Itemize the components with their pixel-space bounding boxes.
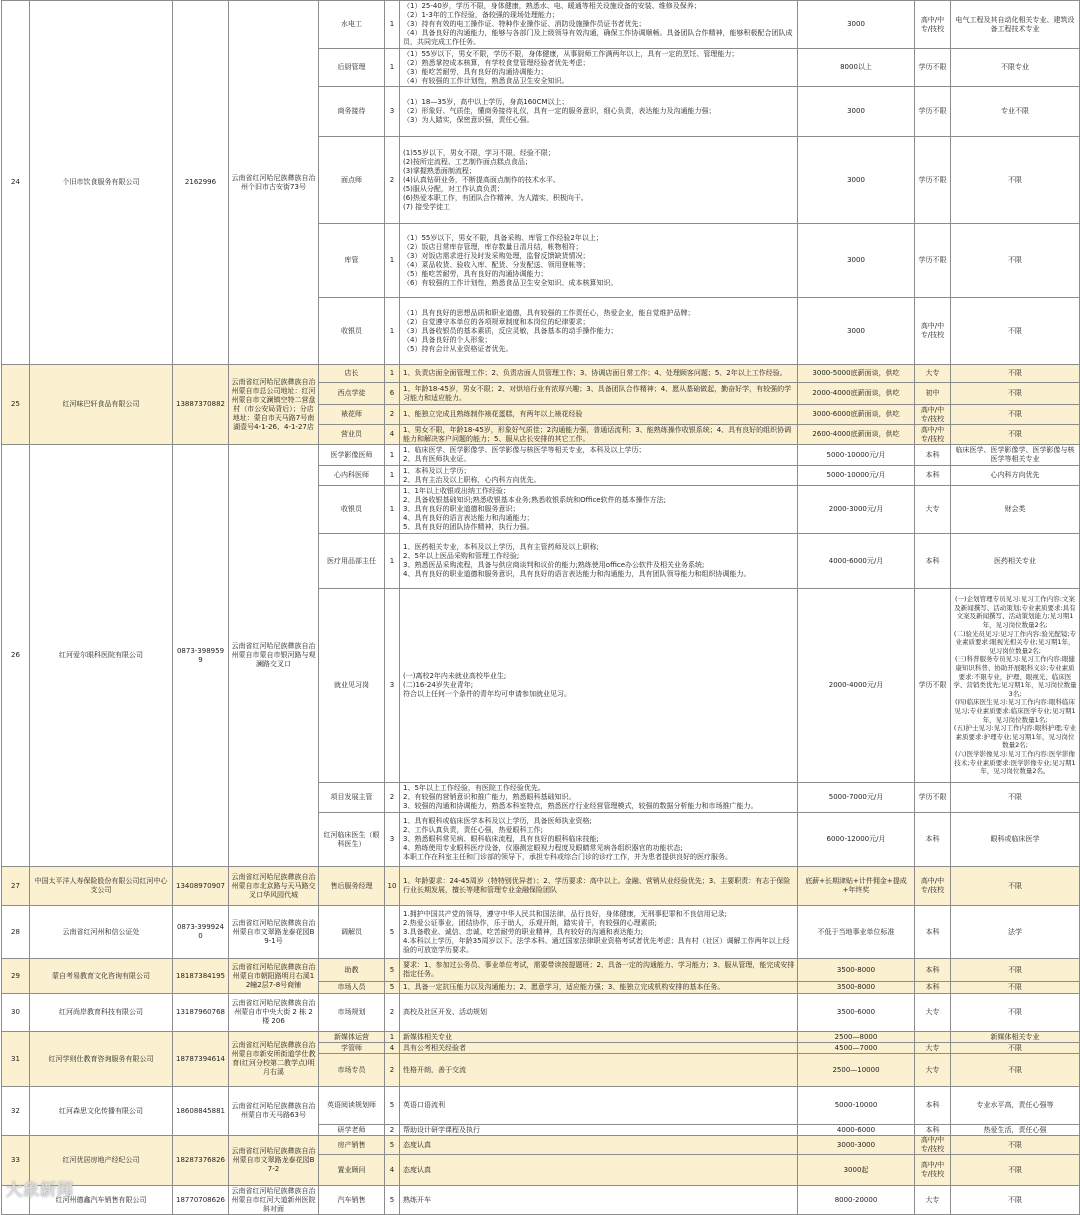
job-major: 眼科或临床医学 <box>951 813 1080 867</box>
job-major: 不限 <box>951 1043 1080 1054</box>
company-name: 红河优居房地产经纪公司 <box>30 1136 173 1186</box>
company-name: 云南省红河州和信公证处 <box>30 906 173 959</box>
job-count: 1 <box>385 1032 400 1043</box>
job-salary: 4000-6000元/月 <box>798 534 915 589</box>
job-education: 大专 <box>915 365 951 383</box>
job-count: 1 <box>385 49 400 87</box>
job-major: 不限 <box>951 137 1080 224</box>
job-requirements: 要求：1、参加过公务员、事业单位考试，需要带读按提题班；2、具备一定的沟通能力、学习能力；3、服从管理，能完成安排指定任务。 <box>400 959 798 982</box>
company-address: 云南省红河哈尼族彝族自治州蒙自市文翠路龙泰花园B7-2 <box>229 1136 319 1186</box>
job-major: 不限专业 <box>951 49 1080 87</box>
job-salary: 4000-6000 <box>798 1125 915 1136</box>
job-title: 市场规划 <box>319 994 385 1032</box>
company-address: 云南省红河哈尼族彝族自治州蒙自市总公司地址：红河州蒙自市文澜镇空特二营盘村（市公安局背后）；分店地址：蒙自市天马路7号南湖壹号4-1-26、4-1-27店 <box>229 365 319 445</box>
job-requirements: 1、负责店面全面管理工作；2、负责店面人员管理工作；3、协调店面日常工作；4、处理顾客问题；5、2年以上工作经验。 <box>400 365 798 383</box>
watermark-logo: 大象新闻 <box>6 1180 75 1199</box>
company-address: 云南省红河哈尼族彝族自治州蒙自市新安所街道学仕教育(红河分校第二教学点)明月右溪 <box>229 1032 319 1087</box>
job-major: 不限 <box>951 783 1080 813</box>
job-education: 大专 <box>915 486 951 534</box>
job-education: 本科 <box>915 959 951 982</box>
company-phone: 2162996 <box>173 1 229 365</box>
company-no: 32 <box>2 1087 30 1136</box>
job-requirements: 态度认真 <box>400 1136 798 1155</box>
job-count: 2 <box>385 1125 400 1136</box>
job-count: 1 <box>385 1 400 49</box>
company-name: 中国太平洋人寿保险股份有限公司红河中心支公司 <box>30 867 173 906</box>
job-education: 本科 <box>915 982 951 994</box>
job-major: 不限 <box>951 1155 1080 1186</box>
company-name: 蒙自考易教育文化咨询有限公司 <box>30 959 173 994</box>
company-no: 27 <box>2 867 30 906</box>
job-education: 高中/中专/技校 <box>915 405 951 425</box>
job-count: 3 <box>385 87 400 137</box>
job-major: 不限 <box>951 365 1080 383</box>
job-title: 研学老师 <box>319 1125 385 1136</box>
job-major: 法学 <box>951 906 1080 959</box>
job-requirements: 性格开朗，善于交流 <box>400 1054 798 1087</box>
job-requirements: (1)55岁以下，男女不限，学习不限，经验不限； (2)按所定流程、工艺制作面点糕点食品； (3)掌握熟悉面制流程； (4)认真钻研业务，不断提高面点制作的技术水平。 (5)服从分配，对工作认真负责； (6)热爱本职工作，有团队合作精神，为人踏实，积极向干。 (7) 接受学徒工 <box>400 137 798 224</box>
job-title: 房产销售 <box>319 1136 385 1155</box>
company-name: 红河学则仕教育咨询服务有限公司 <box>30 1032 173 1087</box>
company-name: 红河尚岸教育科技有限公司 <box>30 994 173 1032</box>
job-salary: 2500—8000 <box>798 1032 915 1043</box>
job-salary: 2000-3000元/月 <box>798 486 915 534</box>
job-title: 商务接待 <box>319 87 385 137</box>
company-no: 31 <box>2 1032 30 1087</box>
job-major: 不限 <box>951 425 1080 445</box>
job-major: 不限 <box>951 224 1080 298</box>
job-count: 10 <box>385 867 400 906</box>
job-requirements: 熟练开车 <box>400 1186 798 1215</box>
job-education: 本科 <box>915 466 951 486</box>
company-address: 云南省红河哈尼族彝族自治州蒙自市朝阳路明月右溪12幢2层7-8号商铺 <box>229 959 319 994</box>
company-address: 云南省红河哈尼族彝族自治州蒙自市文翠路龙泰花园B9-1号 <box>229 906 319 959</box>
job-title: 英语阅读规划师 <box>319 1087 385 1125</box>
company-no: 33 <box>2 1136 30 1186</box>
job-salary: 3500-8000 <box>798 959 915 982</box>
job-count: 3 <box>385 589 400 783</box>
job-requirements: 新媒体相关专业 <box>400 1032 798 1043</box>
job-requirements: 帮助设计研学课程及执行 <box>400 1125 798 1136</box>
company-name: 红河森思文化传播有限公司 <box>30 1087 173 1136</box>
job-count: 1 <box>385 298 400 365</box>
company-phone: 18187384195 <box>173 959 229 994</box>
job-major: 电气工程及其自动化相关专业、建筑设备工程技术专业 <box>951 1 1080 49</box>
job-title: 助教 <box>319 959 385 982</box>
job-requirements: (一)离校2年内未就业高校毕业生; (二)16-24岁失业青年; 符合以上任何一个条件的青年均可申请参加就业见习。 <box>400 589 798 783</box>
job-title: 水电工 <box>319 1 385 49</box>
job-major: 不限 <box>951 1136 1080 1155</box>
job-education: 学历不限 <box>915 224 951 298</box>
job-salary: 3000 <box>798 224 915 298</box>
job-major: 财会类 <box>951 486 1080 534</box>
job-salary: 3000-6000底薪面谈，供吃 <box>798 405 915 425</box>
company-phone: 18608845881 <box>173 1087 229 1136</box>
job-requirements: 1、临床医学、医学影像学、医学影像与核医学等相关专业，本科及以上学历； 2、具有医师执业证。 <box>400 445 798 466</box>
job-salary: 3000 <box>798 137 915 224</box>
job-salary: 5000-7000元/月 <box>798 783 915 813</box>
job-requirements: 1、年龄18-45岁，男女不限；2、对烘培行业有浓厚兴趣；3、具备团队合作精神；4、愿从基础做起，勤奋好学，有较强的学习能力和适应能力。 <box>400 383 798 405</box>
job-title: 置业顾问 <box>319 1155 385 1186</box>
job-title: 市场人员 <box>319 982 385 994</box>
company-address: 云南省红河哈尼族彝族自治州蒙自市北京路与天马路交叉口华风园代城 <box>229 867 319 906</box>
job-count: 1 <box>385 224 400 298</box>
job-count: 4 <box>385 1043 400 1054</box>
job-education: 学历不限 <box>915 87 951 137</box>
job-major: 不限 <box>951 982 1080 994</box>
company-phone: 13408970907 <box>173 867 229 906</box>
job-education: 学历不限 <box>915 137 951 224</box>
company-address: 云南省红河哈尼族彝族自治州蒙自市蒙自市银河路与观澜路交叉口 <box>229 445 319 867</box>
job-salary: 2000-4000底薪面谈，供吃 <box>798 383 915 405</box>
job-education <box>915 1032 951 1043</box>
job-count: 3 <box>385 813 400 867</box>
job-education: 高中/中专/技校 <box>915 867 951 906</box>
job-major: 新媒体相关专业 <box>951 1032 1080 1043</box>
job-title: 店长 <box>319 365 385 383</box>
job-major: 专业水平高，责任心强等 <box>951 1087 1080 1125</box>
company-address: 云南省红河哈尼族彝族自治州蒙自市天马路63号 <box>229 1087 319 1136</box>
job-salary: 4500—7000 <box>798 1043 915 1054</box>
job-education: 本科 <box>915 445 951 466</box>
job-requirements: （1）18—35岁，高中以上学历，身高160CM以上； （2）形象好、气质佳，懂商务接待礼仪，具有一定的服务意识，细心负责，表达能力及沟通能力强； （3）为人踏实，保密意识强，责任心强。 <box>400 87 798 137</box>
job-title: 学管师 <box>319 1043 385 1054</box>
job-count: 2 <box>385 1054 400 1087</box>
job-title: 就业见习岗 <box>319 589 385 783</box>
company-no: 28 <box>2 906 30 959</box>
job-title: 医学影像医师 <box>319 445 385 466</box>
job-education: 大专 <box>915 1054 951 1087</box>
company-name: 红河味巴轩食品有限公司 <box>30 365 173 445</box>
job-title: 库管 <box>319 224 385 298</box>
job-education: 本科 <box>915 813 951 867</box>
job-education: 学历不限 <box>915 49 951 87</box>
job-salary: 8000以上 <box>798 49 915 87</box>
job-requirements: 1、具有眼科或临床医学本科及以上学历，具备医师执业资格; 2、工作认真负责，责任心强，热爱眼科工作; 3、熟悉眼科常见病、眼科临床流程，具有良好的眼科临床技能; 4、熟练使用专业眼科医疗设备，仪器测定眼视力程度及眼睛常见病各组织器官的功能状态; 本职工作在科室主任和门诊部的领导下，承担专科或综合门诊的诊疗工作，并为患者提供良好的医疗服务。 <box>400 813 798 867</box>
company-no: 25 <box>2 365 30 445</box>
job-requirements: 1、1年以上收银或出纳工作经验； 2、具备收银基础知识;熟悉收银基本业务;熟悉收银系统和Office软件的基本操作方法; 3、具有良好的职业道德和服务意识； 4、具有良好的语言表达能力和沟通能力； 5、具有良好的团队协作精神，执行力强。 <box>400 486 798 534</box>
job-title: 收银员 <box>319 486 385 534</box>
job-requirements: （1）25-40岁，学历不限，身体健康，熟悉水、电、暖通等相关设施设备的安装、维修及保养； （2）1-3年的工作经验，备较强的现场处理能力； （3）持有有效的电工操作证、特种作业操作证、消防设施操作员证书者优先； （4）具备良好的沟通能力，能够与各部门及上级领导有效沟通，确保工作协调顺畅。具备团队合作精神，能够积极配合团队成员，共同完成工作任务。 <box>400 1 798 49</box>
job-count: 2 <box>385 994 400 1032</box>
job-education: 本科 <box>915 534 951 589</box>
job-count: 4 <box>385 1155 400 1186</box>
job-requirements: 具有公考相关经验者 <box>400 1043 798 1054</box>
job-salary: 5000-10000 <box>798 1087 915 1125</box>
job-count: 2 <box>385 783 400 813</box>
company-no: 24 <box>2 1 30 365</box>
job-salary: 5000-10000元/月 <box>798 445 915 466</box>
job-requirements: 态度认真 <box>400 1155 798 1186</box>
job-salary: 3000-5000底薪面谈，供吃 <box>798 365 915 383</box>
recruitment-table <box>1 0 1080 1215</box>
job-count: 5 <box>385 906 400 959</box>
job-title: 市场专员 <box>319 1054 385 1087</box>
job-major: 不限 <box>951 867 1080 906</box>
job-count: 1 <box>385 534 400 589</box>
job-requirements: 1、年龄要求：24-45周岁（特特别优异者）；2、学历要求：高中以上。金融、营销从业经验优先；3、主要职责：有志于保险行业长期发展，擅长等建和管理专业金融保险团队 <box>400 867 798 906</box>
job-salary: 3500-6000 <box>798 994 915 1032</box>
company-name: 红河爱尔眼科医院有限公司 <box>30 445 173 867</box>
job-requirements: （1）55岁以下，男女不限，学历不限，身体健康，从事厨师工作满两年以上，具有一定的烹饪、管理能力； （2）熟悉掌控成本核算，有学校食堂管理经验者优先考虑； （3）能吃苦耐劳，具有良好的沟通协调能力； （4）有较强的工作计划性，熟悉食品卫生安全知识。 <box>400 49 798 87</box>
job-major: 热爱生活，责任心强 <box>951 1125 1080 1136</box>
job-education: 高中/中专/技校 <box>915 1136 951 1155</box>
job-requirements: 1、男女不限，年龄18-45岁，形象好气质佳；2沟通能力强，普通话流利；3、能熟练操作收银系统；4、具有良好的组织协调能力和解决客户问题的能力；5、服从店长安排的其它工作。 <box>400 425 798 445</box>
job-major: (一)企划管理专员见习:见习工作内容:文案及新闻撰写、活动策划;专业素质要求:具有文案及新闻撰写、活动策划能力;见习期1年，见习岗位数量2名; (二)验光员见习:见习工作内容:验光配镜;专业素质要求:眼视光相关专业;见习期1年，见习岗位数量2名; (三)科普服务专员见习:见习工作内容:眼健康知识科普、协助开展眼科义诊;专业素质要求:不限专业，护理、眼视光、临床医学、营销类优先;见习期1年，见习岗位数量3名; (四)临床医生见习:见习工作内容:眼科临床见习;专业素质要求:临床医学专业;见习期1年，见习岗位数量1名; (五)护士见习:见习工作内容:眼科护理;专业素质要求:护理专业;见习期1年，见习岗位数量2名; (六)医学影像见习:见习工作内容:医学影像技术;专业素质要求:医学影像专业;见习期1年，见习岗位数量2名。 <box>951 589 1080 783</box>
job-major: 不限 <box>951 383 1080 405</box>
job-education: 高中/中专/技校 <box>915 1155 951 1186</box>
job-major: 不限 <box>951 405 1080 425</box>
job-title: 新媒体运营 <box>319 1032 385 1043</box>
job-count: 6 <box>385 383 400 405</box>
job-education: 学历不限 <box>915 589 951 783</box>
job-count: 2 <box>385 405 400 425</box>
job-requirements: 1、医药相关专业，本科及以上学历，具有主管药师及以上职称; 2、5年以上医品采购和管理工作经验; 3、熟悉医品采购流程，具备与供应商谈判和议价的能力;熟练使用office办公软件及相关业务系统; 4、具有良好的职业道德和服务意识，具有良好的语言表达能力和沟通能力，具有团队领导能力和组织协调能力。 <box>400 534 798 589</box>
job-requirements: 高校及社区开发、活动规划 <box>400 994 798 1032</box>
job-requirements: 1、具备一定抗压能力以及沟通能力；2、愿意学习，适应能力强；3、能独立完成机构安排的基本任务。 <box>400 982 798 994</box>
job-title: 收银员 <box>319 298 385 365</box>
job-education: 大专 <box>915 1186 951 1215</box>
company-phone: 18787394614 <box>173 1032 229 1087</box>
job-major: 医药相关专业 <box>951 534 1080 589</box>
job-title: 面点师 <box>319 137 385 224</box>
company-phone: 0873-3999240 <box>173 906 229 959</box>
job-requirements: 1.拥护中国共产党的领导，遵守中华人民共和国法律，品行良好，身体健康，无刑事犯罪和不良信用记录; 2.热爱公证事业，团结协作，乐于助人，乐观开朗，踏实肯干，有较强的心理素质; 3.具备敬业、诚信、忠诚、吃苦耐劳的职业精神，具有较好的沟通和表达能力; 4.本科以上学历，年龄35周岁以下。法学本科、通过国家法律职业资格考试者优先考虑；具有村（社区）调解工作两年以上经验的可放宽学历要求。 <box>400 906 798 959</box>
job-major: 不限 <box>951 1186 1080 1215</box>
company-phone: 18770708626 <box>173 1186 229 1215</box>
job-education: 高中/中专/技校 <box>915 1 951 49</box>
job-title: 心内科医师 <box>319 466 385 486</box>
company-no: 29 <box>2 959 30 994</box>
company-phone: 18287376826 <box>173 1136 229 1186</box>
job-major: 不限 <box>951 959 1080 982</box>
job-requirements: （1）具有良好的思想品质和职业道德，具有较强的工作责任心，热爱企业，能自觉维护品牌； （2）自觉遵守本单位的各项规章制度和本岗位的纪律要求； （3）具备收银员的基本素质，反应灵敏，具备基本的动手操作能力； （4）具备良好的个人形象； （5）持有会计从业资格证者优先。 <box>400 298 798 365</box>
job-title: 红河临床医生（眼科医生） <box>319 813 385 867</box>
job-count: 1 <box>385 445 400 466</box>
job-count: 5 <box>385 959 400 982</box>
job-requirements: 1、能独立完成且熟练制作裱花蛋糕，有两年以上裱花经验 <box>400 405 798 425</box>
company-phone: 0873-3989599 <box>173 445 229 867</box>
job-salary: 6000-12000元/月 <box>798 813 915 867</box>
job-salary: 2000-4000元/月 <box>798 589 915 783</box>
job-education: 学历不限 <box>915 783 951 813</box>
job-count: 2 <box>385 137 400 224</box>
job-major: 不限 <box>951 994 1080 1032</box>
job-salary: 2600-4000底薪面谈，供吃 <box>798 425 915 445</box>
job-salary: 底薪+长期津贴+计件佣金+提成+年终奖 <box>798 867 915 906</box>
job-count: 5 <box>385 1136 400 1155</box>
job-count: 5 <box>385 982 400 994</box>
job-education: 本科 <box>915 1087 951 1125</box>
company-phone: 13887370882 <box>173 365 229 445</box>
job-requirements: （1）55岁以下，男女不限，具备采购、库管工作经验2年以上； （2）饭店日常库存管理，库存数量日清月结，帐物相符； （3）对饭店需求进行及时发采购处理，监督反馈缺货情况； （4）菜品收货、验收入库、配货、分发配送、领用登帐等； （5）能吃苦耐劳，具有良好的沟通协调能力； （6）有较强的工作计划性，熟悉食品卫生安全知识、成本核算知识。 <box>400 224 798 298</box>
job-requirements: 英语口语流利 <box>400 1087 798 1125</box>
job-education: 初中 <box>915 383 951 405</box>
company-name: 个旧市饮食服务有限公司 <box>30 1 173 365</box>
job-major: 临床医学、医学影像学、医学影像与核医学等相关专业 <box>951 445 1080 466</box>
job-education: 本科 <box>915 906 951 959</box>
job-salary: 不低于当地事业单位标准 <box>798 906 915 959</box>
job-salary: 5000-10000元/月 <box>798 466 915 486</box>
job-title: 医疗用品部主任 <box>319 534 385 589</box>
job-salary: 3000 <box>798 87 915 137</box>
job-education: 大专 <box>915 994 951 1032</box>
job-count: 5 <box>385 1186 400 1215</box>
company-address: 云南省红河哈尼族彝族自治州个旧市古安街73号 <box>229 1 319 365</box>
job-title: 西点学徒 <box>319 383 385 405</box>
job-major: 不限 <box>951 298 1080 365</box>
job-title: 后厨管理 <box>319 49 385 87</box>
job-title: 汽车销售 <box>319 1186 385 1215</box>
job-count: 5 <box>385 1087 400 1125</box>
job-requirements: 1、5年以上工作经验，有医院工作经验优先。 2、有较强的营销意识和推广能力，熟悉眼科基础知识。 3、较强的沟通和协调能力，熟悉本科室特点，熟悉医疗行业经营管理模式，较强的数据分析能力和市场推广能力。 <box>400 783 798 813</box>
company-phone: 13187960768 <box>173 994 229 1032</box>
job-education: 高中/中专/技校 <box>915 298 951 365</box>
job-count: 1 <box>385 466 400 486</box>
job-title: 调解员 <box>319 906 385 959</box>
job-major: 不限 <box>951 1054 1080 1087</box>
job-education: 本科 <box>915 1125 951 1136</box>
job-salary: 2500—10000 <box>798 1054 915 1087</box>
job-salary: 8000-20000 <box>798 1186 915 1215</box>
job-requirements: 1、本科及以上学历； 2、具有主治及以上职称，心内科方向优先。 <box>400 466 798 486</box>
company-address: 云南省红河哈尼族彝族自治州蒙自市红河大道新州医院斜对面 <box>229 1186 319 1215</box>
job-education: 高中/中专/技校 <box>915 425 951 445</box>
company-name: 红河州德鑫汽车销售有限公司 <box>30 1186 173 1215</box>
job-major: 专业不限 <box>951 87 1080 137</box>
job-salary: 3000 <box>798 1 915 49</box>
company-address: 云南省红河哈尼族彝族自治州蒙自市中央大街 2 栋 2 楼 206 <box>229 994 319 1032</box>
job-education: 大专 <box>915 1043 951 1054</box>
job-salary: 3000-3000 <box>798 1136 915 1155</box>
job-major: 心内科方向优先 <box>951 466 1080 486</box>
job-title: 项目发展主管 <box>319 783 385 813</box>
job-count: 1 <box>385 365 400 383</box>
job-salary: 3000起 <box>798 1155 915 1186</box>
job-title: 售后服务经理 <box>319 867 385 906</box>
company-no: 26 <box>2 445 30 867</box>
job-count: 1 <box>385 486 400 534</box>
job-count: 4 <box>385 425 400 445</box>
job-title: 裱花师 <box>319 405 385 425</box>
job-title: 营业员 <box>319 425 385 445</box>
job-salary: 3500-8000 <box>798 982 915 994</box>
company-no: 30 <box>2 994 30 1032</box>
job-salary: 3000 <box>798 298 915 365</box>
